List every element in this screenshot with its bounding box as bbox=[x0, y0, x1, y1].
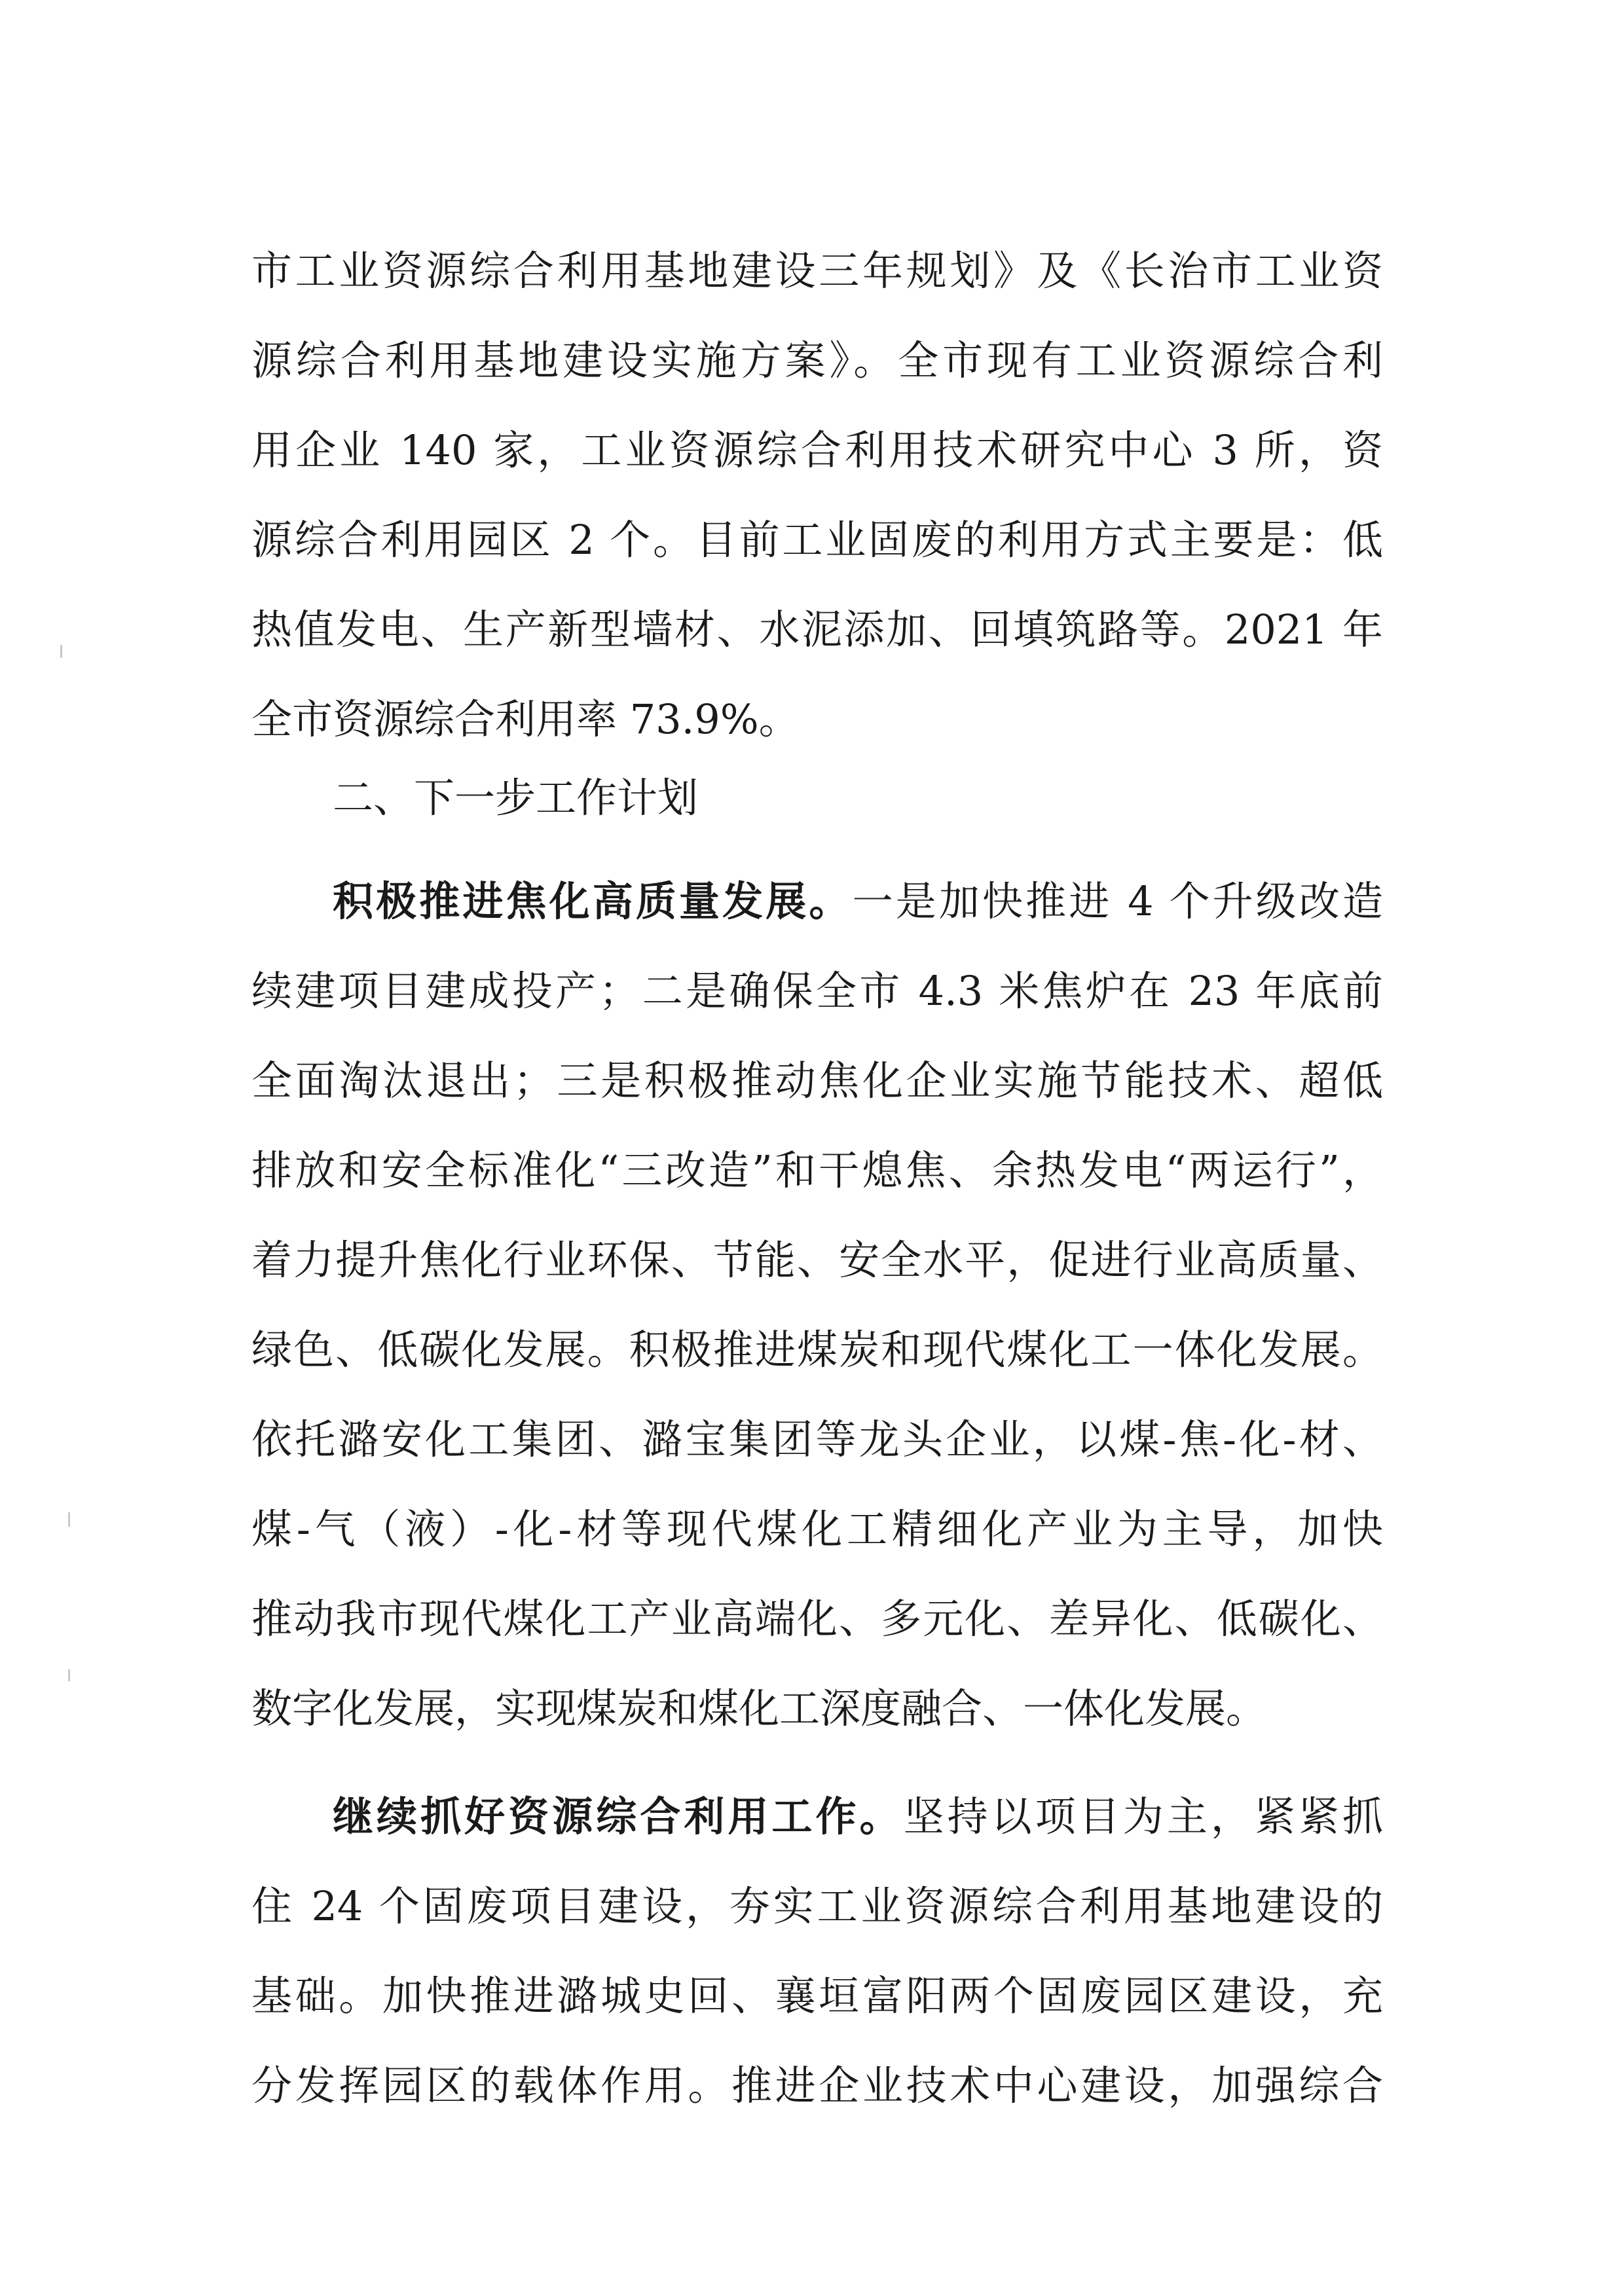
text-run: 坚持以项目为主，紧紧抓 bbox=[903, 1793, 1383, 1840]
paragraph-lead: 积极推进焦化高质量发展。 bbox=[333, 877, 853, 925]
text-line: 绿色、低碳化发展。积极推进煤炭和现代煤化工一体化发展。 bbox=[251, 1326, 1383, 1374]
text-line: 住 24 个固废项目建设，夯实工业资源综合利用基地建设的 bbox=[251, 1882, 1383, 1930]
text-line: 依托潞安化工集团、潞宝集团等龙头企业，以煤-焦-化-材、 bbox=[251, 1415, 1383, 1463]
text-line: 源综合利用园区 2 个。目前工业固废的利用方式主要是：低 bbox=[251, 516, 1383, 564]
text-line: 续建项目建成投产；二是确保全市 4.3 米焦炉在 23 年底前 bbox=[251, 967, 1383, 1015]
scan-mark bbox=[60, 645, 62, 658]
scan-mark bbox=[68, 1669, 70, 1681]
text-line: 全市资源综合利用率 73.9%。 bbox=[251, 695, 800, 743]
text-run: 一是加快推进 4 个升级改造 bbox=[852, 877, 1383, 925]
text-line: 源综合利用基地建设实施方案》。全市现有工业资源综合利 bbox=[251, 337, 1383, 384]
text-line: 煤-气（液）-化-材等现代煤化工精细化产业为主导，加快 bbox=[251, 1505, 1383, 1553]
scan-mark bbox=[68, 1512, 70, 1527]
text-line bbox=[251, 856, 1383, 946]
paragraph-lead: 继续抓好资源综合利用工作。 bbox=[333, 1793, 904, 1840]
text-line: 全面淘汰退出；三是积极推动焦化企业实施节能技术、超低 bbox=[251, 1057, 1383, 1104]
text-line: 分发挥园区的载体作用。推进企业技术中心建设，加强综合 bbox=[251, 2062, 1383, 2109]
text-line: 推动我市现代煤化工产业高端化、多元化、差异化、低碳化、 bbox=[251, 1595, 1383, 1643]
paragraph-1 bbox=[251, 226, 1383, 764]
paragraph-3 bbox=[251, 1772, 1383, 2130]
text-line: 热值发电、生产新型墙材、水泥添加、回填筑路等。2021 年 bbox=[251, 606, 1383, 653]
text-line: 市工业资源综合利用基地建设三年规划》及《长治市工业资 bbox=[251, 247, 1383, 295]
text-line: 排放和安全标准化“三改造”和干熄焦、余热发电“两运行”， bbox=[251, 1146, 1383, 1194]
text-line: 基础。加快推进潞城史回、襄垣富阳两个固废园区建设，充 bbox=[251, 1972, 1383, 2020]
text-line: 着力提升焦化行业环保、节能、安全水平，促进行业高质量、 bbox=[251, 1236, 1383, 1284]
paragraph-2 bbox=[251, 856, 1383, 1753]
text-line: 数字化发展，实现煤炭和煤化工深度融合、一体化发展。 bbox=[251, 1685, 1267, 1732]
section-heading: 二、下一步工作计划 bbox=[333, 774, 699, 822]
text-line bbox=[251, 1772, 1383, 1861]
text-line: 用企业 140 家，工业资源综合利用技术研究中心 3 所，资 bbox=[251, 426, 1383, 474]
